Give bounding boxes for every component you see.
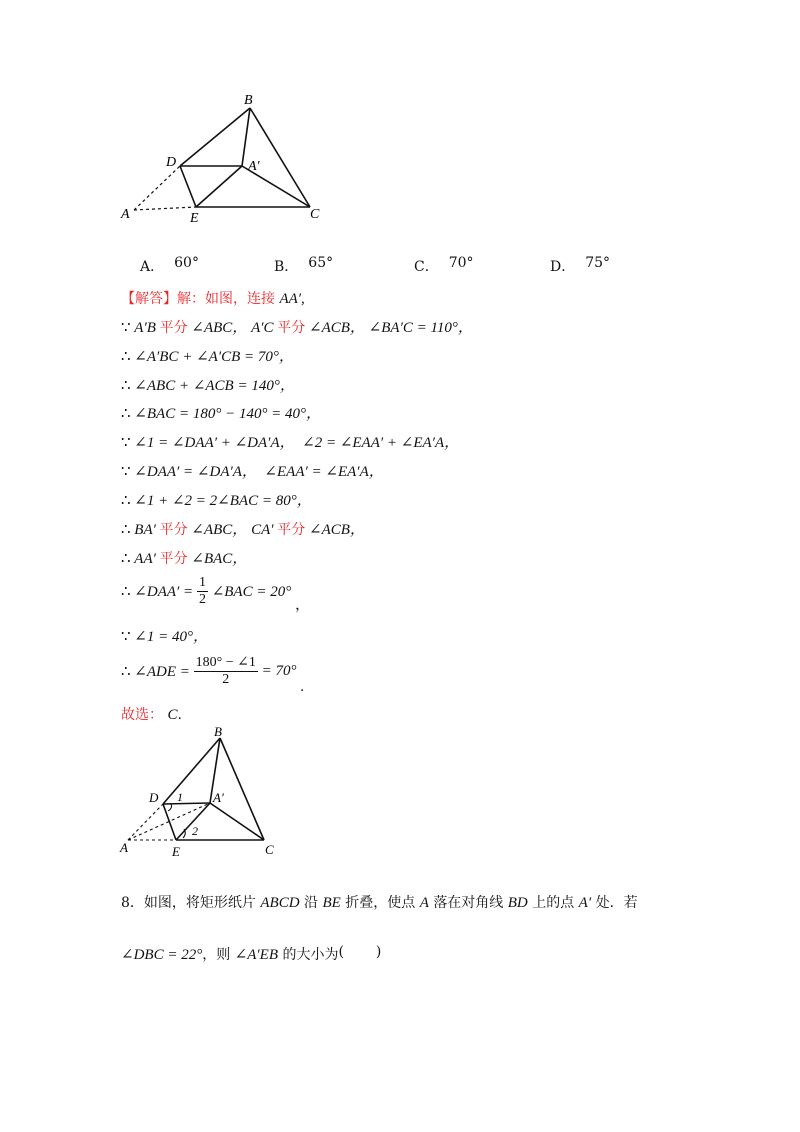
solution-line-10: ∴ ∠DAA′ = $\frac{1}{2}$ ∠BAC = 20° ， [121, 575, 310, 613]
fig1-label-A-prime: A′ [248, 159, 260, 174]
option-b [274, 256, 333, 276]
solution-line-12: ∴ ∠ADE = $\frac{180^\circ - \angle 1}{2}$ = 70° . [121, 655, 305, 695]
fig1-label-C: C [310, 207, 320, 222]
solution-line-9: ∴ AA′ 平分 ∠BAC， [121, 551, 248, 567]
fig2-label-E: E [172, 844, 180, 859]
answer-label: 故选： [121, 707, 163, 723]
solution-header-text: 【解答】解：如图，连接 [121, 291, 275, 307]
solution-header [121, 288, 305, 308]
solution-line-3: ∴ ∠ABC + ∠ACB = 140°， [121, 378, 295, 394]
solution-line-7: ∴ ∠1 + ∠2 = 2∠BAC = 80°， [121, 493, 312, 509]
answer-value: C [167, 707, 178, 723]
fig2-label-A: A [120, 840, 128, 855]
option-value: 70° [448, 255, 474, 271]
solution-line-5: ∵ ∠1 = ∠DAA′ + ∠DA′A， ∠2 = ∠EAA′ + ∠EA′A， [121, 435, 460, 451]
option-value: 65° [308, 255, 334, 271]
solution-line-1: ∵ A′B 平分 ∠ABC， A′C 平分 ∠ACB， ∠BA′C = 110°， [121, 320, 473, 336]
option-value: 75° [585, 255, 611, 271]
fig2-label-2: 2 [192, 824, 198, 838]
fig2-label-D: D [149, 790, 159, 805]
question-8-line-1: 8．如图，将矩形纸片 ABCD 沿 BE 折叠，使点 A 落在对角线 BD 上的点 A′ 处．若 [121, 895, 638, 911]
option-value: 60° [174, 255, 199, 271]
question-8-line-2: ∠DBC = 22°，则 ∠A′EB 的大小为( ) [121, 944, 382, 963]
solution-answer: 故选： C. [121, 707, 182, 723]
solution-header-math: AA′, [279, 291, 305, 307]
option-letter: A． [140, 259, 165, 275]
figure-2 [115, 724, 295, 859]
fig1-label-D: D [166, 155, 177, 170]
solution-line-4: ∴ ∠BAC = 180° − 140° = 40°， [121, 406, 322, 422]
option-letter: C． [414, 259, 439, 275]
fig1-label-A: A [121, 207, 130, 222]
option-c [414, 256, 474, 276]
fig2-label-A-prime: A′ [213, 790, 224, 805]
fig1-label-B: B [244, 93, 253, 108]
option-a [140, 256, 199, 276]
fig2-label-C: C [265, 842, 274, 857]
figure-1 [110, 88, 340, 228]
option-d [550, 256, 610, 276]
solution-line-8: ∴ BA′ 平分 ∠ABC， CA′ 平分 ∠ACB， [121, 522, 365, 538]
solution-line-11: ∵ ∠1 = 40°， [121, 629, 208, 645]
fig2-label-1: 1 [177, 790, 183, 804]
solution-line-6: ∵ ∠DAA′ = ∠DA′A， ∠EAA′ = ∠EA′A， [121, 464, 384, 480]
option-letter: D． [550, 259, 576, 275]
fraction-half: $\frac{1}{2}$ [198, 575, 206, 607]
fig1-label-E: E [190, 211, 199, 226]
option-letter: B． [274, 259, 299, 275]
fig2-label-B: B [214, 724, 222, 739]
fraction-angle: $\frac{180^\circ - \angle 1}{2}$ [195, 655, 256, 687]
solution-line-2: ∴ ∠A′BC + ∠A′CB = 70°， [121, 349, 294, 365]
